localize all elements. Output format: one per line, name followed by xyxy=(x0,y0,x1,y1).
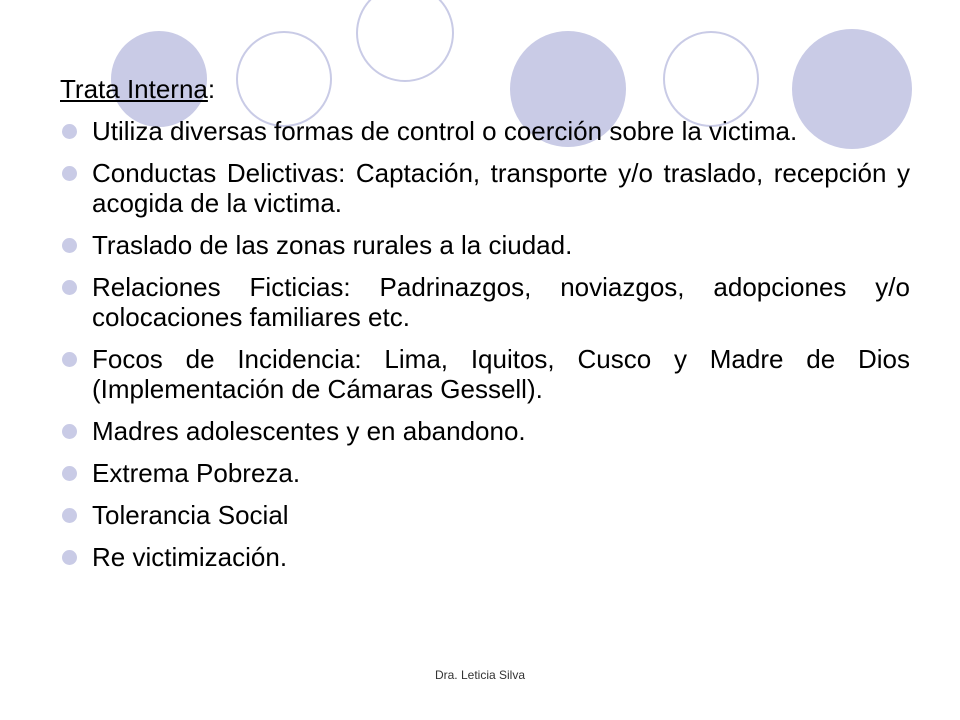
bullet-item xyxy=(60,458,910,488)
bullet-text: Madres adolescentes y en abandono. xyxy=(92,416,526,446)
bullet-dot-icon xyxy=(62,124,77,139)
bullet-text: Tolerancia Social xyxy=(92,500,289,530)
bullet-text: Conductas Delictivas: Captación, transporte y/o traslado, recepción y acogida de la victima. xyxy=(92,158,910,218)
bullet-text: Focos de Incidencia: Lima, Iquitos, Cusco y Madre de Dios (Implementación de Cámaras Gessell). xyxy=(92,344,910,404)
bullet-list xyxy=(60,116,910,584)
bullet-item xyxy=(60,542,910,572)
bullet-dot-icon xyxy=(62,238,77,253)
bullet-dot-icon xyxy=(62,280,77,295)
bullet-item xyxy=(60,116,910,146)
slide-footer-author: Dra. Leticia Silva xyxy=(434,668,526,682)
decorative-circle-outline xyxy=(236,31,332,127)
bullet-item xyxy=(60,272,910,332)
bullet-text: Extrema Pobreza. xyxy=(92,458,301,488)
decorative-circle-outline xyxy=(356,0,454,82)
bullet-text: Traslado de las zonas rurales a la ciudad. xyxy=(92,230,573,260)
bullet-dot-icon xyxy=(62,424,77,439)
bullet-dot-icon xyxy=(62,166,77,181)
decorative-circle-outline xyxy=(663,31,759,127)
bullet-text: Utiliza diversas formas de control o coerción sobre la victima. xyxy=(92,116,798,146)
bullet-dot-icon xyxy=(62,352,77,367)
bullet-text: Relaciones Ficticias: Padrinazgos, noviazgos, adopciones y/o colocaciones familiares etc. xyxy=(92,272,910,332)
bullet-text: Re victimización. xyxy=(92,542,288,572)
bullet-dot-icon xyxy=(62,466,77,481)
bullet-dot-icon xyxy=(62,508,77,523)
bullet-item xyxy=(60,500,910,530)
bullet-item xyxy=(60,416,910,446)
bullet-item xyxy=(60,230,910,260)
bullet-item xyxy=(60,158,910,218)
slide-heading xyxy=(60,72,215,106)
heading-colon: : xyxy=(207,74,216,104)
heading-text: Trata Interna xyxy=(60,74,208,104)
bullet-item xyxy=(60,344,910,404)
bullet-dot-icon xyxy=(62,550,77,565)
